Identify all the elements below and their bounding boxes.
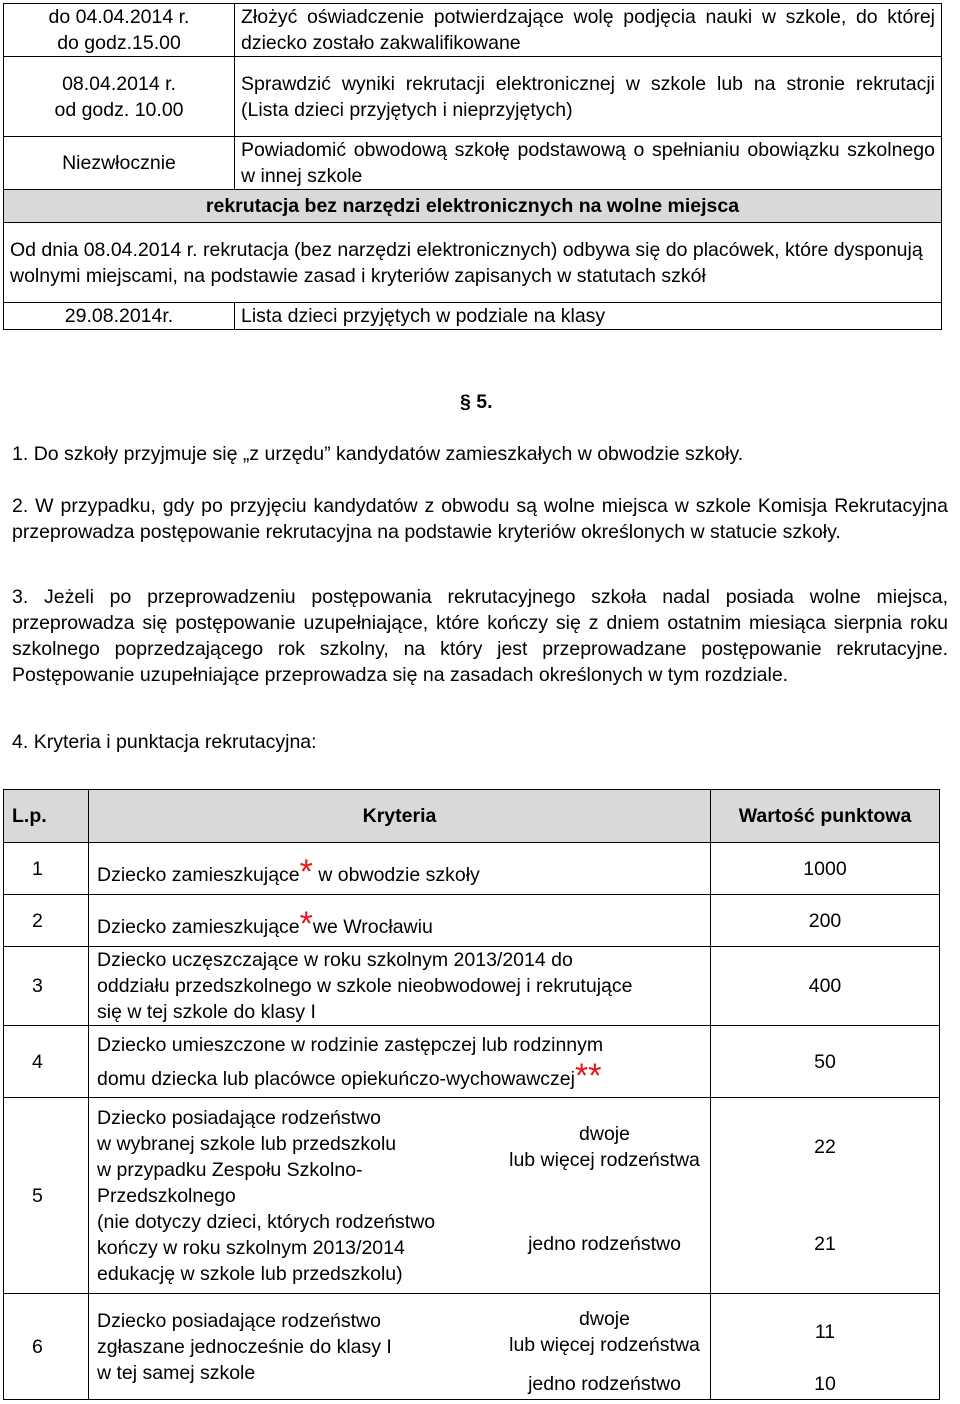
criteria-value: 11 [711,1294,940,1370]
criteria-line: w przypadku Zespołu Szkolno- [97,1158,363,1181]
schedule-date [4,4,235,57]
criteria-value: 50 [711,1026,940,1098]
criteria-row [4,1026,940,1098]
point-3 [12,584,948,688]
criteria-text [89,843,711,895]
criteria-line: (nie dotyczy dzieci, których rodzeństwo [97,1210,436,1233]
criteria-label: Dziecko zamieszkujące [97,915,300,938]
sibling-option [499,1370,711,1400]
point-text: Jeżeli po przeprowadzeniu postępowania rekrutacyjnego szkoła nadal posiada wolne miejsca, przeprowadza się postępowanie uzupełniające, które kończy się z dniem ostatnim miesiąca sierpnia roku szkolnego poprzedzającego rok szkolny, na który jest przeprowadzane postępowanie rekrutacyjne. Postępowanie uzupełniające przeprowadza się na zasadach określonych w tym rozdziale. [12,586,949,686]
schedule-desc: Złożyć oświadczenie potwierdzające wolę podjęcia nauki w szkole, do której dziecko zostało zakwalifikowane [235,4,942,57]
point-text: Do szkoły przyjmuje się „z urzędu” kandydatów zamieszkałych w obwodzie szkoły. [33,443,744,465]
double-asterisk-mark: ** [575,1056,602,1095]
row-number: 3 [4,947,89,1026]
sibling-label: jedno rodzeństwo [528,1233,681,1256]
sibling-option [499,1196,711,1294]
schedule-row [4,303,942,330]
criteria-value: 400 [711,947,940,1026]
criteria-line-wrap [97,1056,702,1095]
sibling-option [499,1294,711,1370]
criteria-line: się w tej szkole do klasy I [97,1001,316,1023]
row-number: 5 [4,1098,89,1294]
criteria-row [4,947,940,1026]
schedule-desc: Lista dzieci przyjętych w podziale na klasy [235,303,942,330]
criteria-line: Przedszkolnego [97,1184,236,1207]
schedule-date [4,57,235,137]
criteria-label: we Wrocławiu [312,915,433,938]
criteria-header-row [4,790,940,843]
point-4 [12,729,948,755]
row-number: 6 [4,1294,89,1400]
section-title: § 5. [460,391,493,413]
criteria-value: 22 [711,1098,940,1196]
criteria-row [4,1294,940,1370]
header-criteria: Kryteria [89,790,711,843]
criteria-line: oddziału przedszkolnego w szkole nieobwodowej i rekrutujące [97,975,633,997]
criteria-line: Dziecko posiadające rodzeństwo [97,1106,381,1129]
date-line: do 04.04.2014 r. [48,6,190,28]
criteria-line: Dziecko umieszczone w rodzinie zastępczej lub rodzinnym [97,1033,604,1056]
schedule-section-heading-row [4,190,942,223]
criteria-line: edukację w szkole lub przedszkolu) [97,1262,403,1285]
schedule-row [4,57,942,137]
criteria-value: 200 [711,895,940,947]
criteria-line: zgłaszane jednocześnie do klasy I [97,1335,392,1358]
header-lp: L.p. [4,790,89,843]
point-2 [12,493,948,545]
criteria-line: Dziecko posiadające rodzeństwo [97,1309,381,1332]
point-number: 3. [12,586,29,608]
row-number: 1 [4,843,89,895]
criteria-text [89,895,711,947]
schedule-desc: Sprawdzić wyniki rekrutacji elektronicznej w szkole lub na stronie rekrutacji (Lista dzieci przyjętych i nieprzyjętych) [235,57,942,137]
date-line: od godz. 10.00 [54,99,184,121]
row-number: 4 [4,1026,89,1098]
asterisk-mark: * [299,904,313,943]
criteria-line: kończy w roku szkolnym 2013/2014 [97,1236,405,1259]
schedule-date: Niezwłocznie [4,137,235,190]
criteria-value: 10 [711,1370,940,1400]
sibling-label: dwoje [579,1122,630,1145]
point-1 [12,441,948,467]
date-line: 08.04.2014 r. [62,73,176,95]
asterisk-mark: * [299,852,313,891]
schedule-date: 29.08.2014r. [4,303,235,330]
header-points: Wartość punktowa [711,790,940,843]
criteria-line: w wybranej szkole lub przedszkolu [97,1132,397,1155]
schedule-row [4,4,942,57]
criteria-row [4,895,940,947]
schedule-desc: Powiadomić obwodową szkołę podstawową o spełnianiu obowiązku szkolnego w innej szkole [235,137,942,190]
criteria-value: 1000 [711,843,940,895]
date-line: do godz.15.00 [57,32,181,54]
criteria-row [4,843,940,895]
criteria-line: domu dziecka lub placówce opiekuńczo-wychowawczej [97,1067,575,1090]
point-text: W przypadku, gdy po przyjęciu kandydatów z obwodu są wolne miejsca w szkole Komisja Rekrutacyjna przeprowadza postępowanie rekrutacyjna na podstawie kryteriów określonych w statucie szkoły. [12,495,948,543]
schedule-section-row [4,223,942,303]
criteria-text [89,947,711,1026]
schedule-table [3,3,942,330]
point-number: 1. [12,443,29,465]
criteria-line: Dziecko uczęszczające w roku szkolnym 2013/2014 do [97,949,573,971]
point-number: 4. [12,731,29,753]
criteria-text [89,1294,500,1400]
sibling-label: lub więcej rodzeństwa [509,1148,700,1171]
point-text: Kryteria i punktacja rekrutacyjna: [33,731,317,753]
sibling-option [499,1098,711,1196]
sibling-label: lub więcej rodzeństwa [509,1333,700,1356]
sibling-label: jedno rodzeństwo [528,1373,681,1396]
criteria-text [89,1098,500,1294]
section-heading: rekrutacja bez narzędzi elektronicznych na wolne miejsca [4,190,942,223]
schedule-row [4,137,942,190]
section-text: Od dnia 08.04.2014 r. rekrutacja (bez narzędzi elektronicznych) odbywa się do placówek, które dysponują wolnymi miejscami, na podstawie zasad i kryteriów zapisanych w statutach szkół [4,223,942,303]
point-number: 2. [12,495,29,517]
criteria-row [4,1098,940,1196]
criteria-table [3,789,940,1400]
criteria-label: w obwodzie szkoły [312,863,480,886]
criteria-text [89,1026,711,1098]
sibling-label: dwoje [579,1307,630,1330]
criteria-value: 21 [711,1196,940,1294]
criteria-line: w tej samej szkole [97,1361,256,1384]
criteria-label: Dziecko zamieszkujące [97,863,300,886]
row-number: 2 [4,895,89,947]
